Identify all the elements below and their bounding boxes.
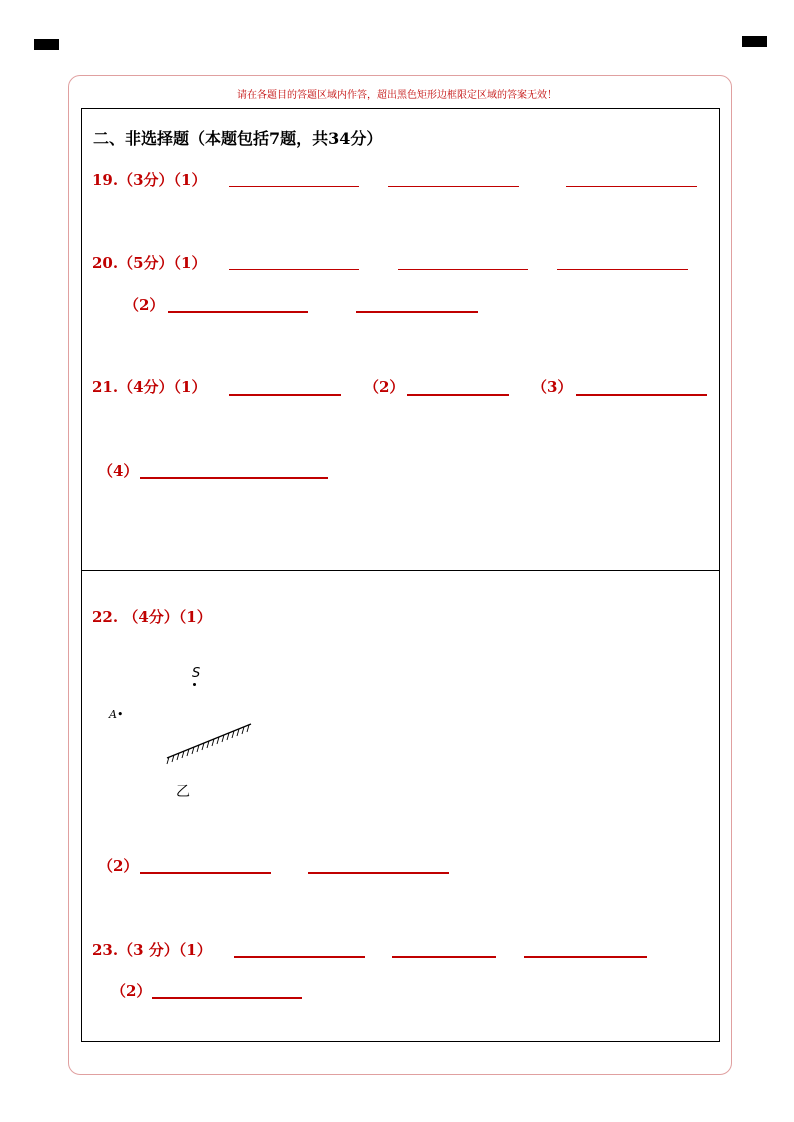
question-21-part-3-label: （3） <box>532 378 573 396</box>
answer-line-19-1[interactable] <box>229 186 359 187</box>
question-19-label: 19.（3分）（1） <box>92 171 207 189</box>
question-23-label: 23.（3 分）（1） <box>92 941 212 959</box>
notice-text: 请在各题目的答题区域内作答，超出黑色矩形边框限定区域的答案无效！ <box>237 90 557 101</box>
mirror-label: 乙 <box>176 784 190 800</box>
answer-line-20-2[interactable] <box>398 269 528 270</box>
answer-line-20-5[interactable] <box>356 311 478 313</box>
section-title: 二、非选择题（本题包括7题，共34分） <box>93 129 383 148</box>
registration-mark-right <box>742 36 767 47</box>
question-23-part-2-label: （2） <box>111 982 152 1000</box>
answer-line-19-2[interactable] <box>388 186 519 187</box>
question-22-label: 22. （4分）（1） <box>92 608 212 626</box>
question-22-part-2-label: （2） <box>98 857 139 875</box>
mirror-icon <box>162 718 258 768</box>
point-s-label: S <box>192 666 201 681</box>
answer-line-19-3[interactable] <box>566 186 697 187</box>
answer-line-21-2[interactable] <box>407 394 509 396</box>
answer-line-20-1[interactable] <box>229 269 359 270</box>
answer-box-lower <box>81 570 720 1042</box>
question-20-label: 20.（5分）（1） <box>92 254 207 272</box>
answer-line-20-3[interactable] <box>557 269 688 270</box>
answer-line-23-2[interactable] <box>392 956 496 958</box>
question-21-label: 21.（4分）（1） <box>92 378 207 396</box>
answer-line-20-4[interactable] <box>168 311 308 313</box>
question-21-part-2-label: （2） <box>364 378 405 396</box>
answer-line-21-4[interactable] <box>140 477 328 479</box>
answer-line-21-1[interactable] <box>229 394 341 396</box>
question-21-part-4-label: （4） <box>98 462 139 480</box>
answer-line-22-1[interactable] <box>140 872 271 874</box>
question-20-part-2-label: （2） <box>124 296 165 314</box>
answer-line-21-3[interactable] <box>576 394 707 396</box>
point-s-dot <box>193 683 196 686</box>
point-a-label: A• <box>109 708 124 721</box>
answer-line-23-4[interactable] <box>152 997 302 999</box>
answer-line-23-3[interactable] <box>524 956 647 958</box>
answer-line-22-2[interactable] <box>308 872 449 874</box>
answer-line-23-1[interactable] <box>234 956 365 958</box>
registration-mark-left <box>34 39 59 50</box>
